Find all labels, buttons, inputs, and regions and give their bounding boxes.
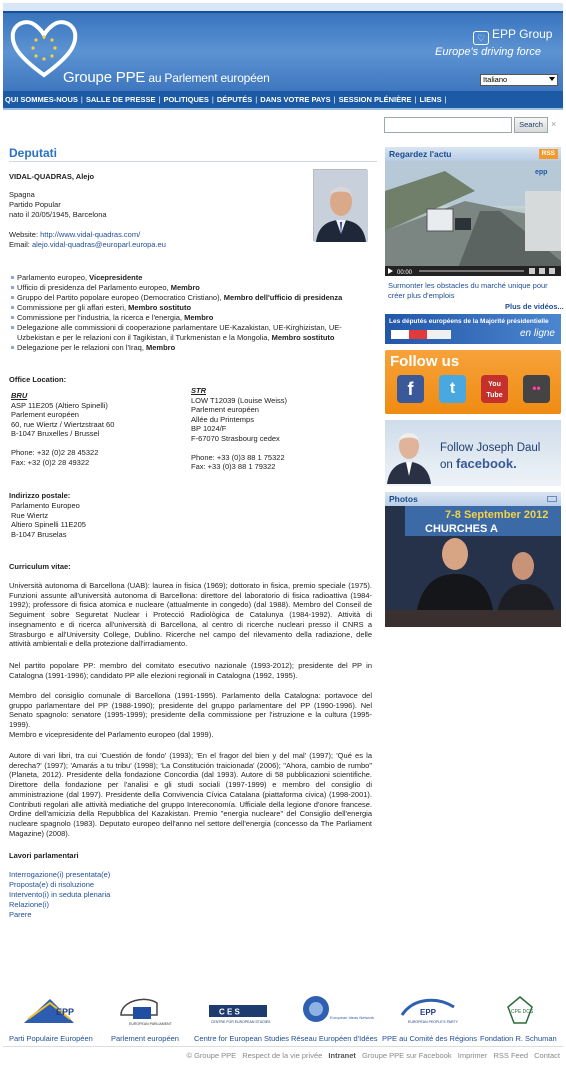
nav-sep: |: [414, 95, 417, 104]
office-line: F-67070 Strasbourg cedex: [191, 433, 280, 443]
mep-name: VIDAL-QUADRAS, Alejo: [9, 172, 95, 181]
epp-group-logo-text: EPP Group: [492, 27, 553, 41]
nav-sep: |: [80, 95, 83, 104]
epp-cor-logo-subtext: EUROPEAN PEOPLE'S PARTY: [408, 1020, 458, 1024]
european-parliament-logo-icon: [115, 993, 177, 1027]
works-heading: Lavori parlamentari: [9, 851, 79, 860]
office-bru-label: BRU: [11, 391, 28, 400]
watch-news-header: [385, 147, 561, 161]
footer-links: [182, 1051, 560, 1060]
header-stripe-dark: [3, 11, 563, 13]
footer-partner-ces[interactable]: Centre for European Studies: [194, 1034, 290, 1043]
twitter-icon[interactable]: t: [439, 375, 466, 403]
video-controls-icon: [385, 266, 561, 276]
link-relazioni[interactable]: Relazione(i): [9, 900, 50, 909]
site-title-rest: au Parlement européen: [145, 71, 270, 85]
schuman-logo-text: CPE DCS: [511, 1009, 534, 1015]
schuman-foundation-logo[interactable]: [500, 993, 540, 1027]
role-item: [11, 313, 375, 323]
office-str-label: STR: [191, 386, 206, 395]
office-spacer: [191, 443, 287, 453]
ces-logo-subtext: CENTRE FOR EUROPEAN STUDIES: [211, 1020, 271, 1024]
postal-line: Rue Wiertz: [11, 510, 49, 520]
schuman-foundation-logo-icon: [500, 993, 540, 1027]
link-proposte[interactable]: Proposta(e) di risoluzione: [9, 880, 95, 889]
cv-paragraph: Membro e vicepresidente del Parlamento europeo (dal 1999).: [9, 730, 214, 739]
epp-cor-logo-text: EPP: [420, 1008, 437, 1017]
epp-cor-logo-icon: [398, 993, 460, 1027]
link-parere[interactable]: Parere: [9, 910, 32, 919]
nav-sep: |: [333, 95, 336, 104]
video-controls[interactable]: [385, 266, 561, 276]
role-text: Ufficio di presidenza del Parlamento europeo,: [17, 283, 171, 292]
photo-banner-text: CHURCHES A: [425, 523, 498, 535]
mep-website-row: [9, 230, 140, 239]
office-line: 60, rue Wiertz / Wiertzstraat 60: [11, 419, 115, 429]
role-status: Membro sostituto: [128, 303, 192, 312]
footer-link-rss[interactable]: RSS Feed: [493, 1051, 529, 1060]
photos-image[interactable]: [385, 506, 561, 627]
nav-bottom-border: [3, 108, 563, 110]
nav-item-session-pleniere[interactable]: SESSION PLÉNIÈRE: [338, 95, 412, 104]
postal-line: Parlamento Europeo: [11, 501, 80, 510]
role-text: Parlamento europeo,: [17, 273, 90, 282]
nav-sep: |: [444, 95, 447, 104]
postal-address: [11, 501, 86, 539]
video-logo-text: epp: [535, 169, 548, 176]
photos-title: Photos: [389, 494, 418, 504]
role-status: Membro: [184, 313, 214, 322]
daul-line2: [440, 456, 517, 471]
language-select[interactable]: [480, 74, 558, 86]
role-item: [11, 303, 375, 313]
mep-email-row: [9, 240, 166, 249]
nav-sep: |: [255, 95, 258, 104]
nav-item-deputes[interactable]: DÉPUTÉS: [216, 95, 253, 104]
site-header: [3, 3, 563, 91]
nav-item-politiques[interactable]: POLITIQUES: [163, 95, 209, 104]
postal-line: Altiero Spinelli 11E205: [11, 520, 86, 529]
european-ideas-network-logo[interactable]: [300, 993, 375, 1027]
european-parliament-logo-text: EUROPEAN PARLIAMENT: [129, 1022, 172, 1026]
mep-portrait-icon: [314, 170, 368, 242]
link-interventi[interactable]: Intervento(i) in seduta plenaria: [9, 890, 111, 899]
main-nav: [3, 91, 563, 108]
photo-banner-date: 7-8 September 2012: [445, 509, 549, 521]
role-status: Vicepresidente: [89, 273, 143, 282]
nav-item-liens[interactable]: LIENS: [419, 95, 442, 104]
footer-partner-ppe[interactable]: Parti Populaire Européen: [9, 1034, 93, 1043]
photos-header: [385, 492, 561, 506]
office-spacer: [11, 439, 114, 449]
office-str: [191, 386, 287, 472]
epp-heart-small-icon: ♡: [473, 31, 489, 45]
works-links: [9, 870, 110, 920]
office-phone: Phone: +32 (0)2 28 45322: [11, 448, 99, 457]
role-text: Commissione per l'industria, la ricerca e l'energia,: [17, 313, 185, 322]
epp-group-logo[interactable]: [473, 27, 552, 45]
majority-banner-sub: en ligne: [519, 328, 555, 339]
cv-paragraph: Nel partito popolare PP: membro del comitato esecutivo nazionale (1993-2012); presidente del PP in Catalogna (1991-1996); candidato PP alle elezioni regionali in Catalogna (1992, 1995).: [9, 661, 372, 680]
mep-website-link[interactable]: http://www.vidal-quadras.com/: [40, 230, 141, 239]
office-line: LOW T12039 (Louise Weiss): [191, 395, 288, 405]
facebook-wordmark: facebook.: [456, 456, 517, 471]
role-status: Membro sostituto: [271, 333, 335, 342]
footer-partner-schuman[interactable]: Fondation R. Schuman: [480, 1034, 557, 1043]
ces-logo-icon: [207, 993, 269, 1027]
close-icon[interactable]: ×: [551, 119, 557, 129]
footer-link-print[interactable]: Imprimer: [457, 1051, 488, 1060]
epp-party-logo-icon: [20, 993, 80, 1027]
mep-birth: nato il 20/05/1945, Barcelona: [9, 210, 107, 219]
footer-copyright: © Groupe PPE: [186, 1051, 237, 1060]
follow-daul-banner[interactable]: [385, 420, 561, 486]
follow-us-title: Follow us: [390, 353, 460, 370]
slideshow-icon[interactable]: [547, 496, 557, 502]
roles-list: [11, 273, 375, 353]
postal-line: B-1047 Bruselas: [11, 529, 67, 539]
follow-us-box: [385, 350, 561, 414]
office-line: Parlement européen: [191, 405, 259, 414]
role-status: Membro dell'ufficio di presidenza: [223, 293, 343, 302]
footer-partner-reseau[interactable]: Réseau Européen d'Idées: [291, 1034, 378, 1043]
video-player[interactable]: [385, 161, 561, 276]
footer-divider: [3, 1046, 563, 1047]
role-item: [11, 293, 375, 303]
video-frame-icon: [385, 161, 561, 276]
footer-partner-parlement[interactable]: Parlement européen: [111, 1034, 179, 1043]
office-bru: [11, 391, 114, 467]
footer-link-intranet[interactable]: Intranet: [328, 1051, 356, 1060]
cv-paragraph: Università autonoma di Barcellona (UAB): laurea in fisica (1969); dottorato in fisica, premio speciale (1975). Funzioni assunte all'università autonoma di Barcellona: direttore del laboratorio di fisica radioattiva (1984-1992); professore di fisica atomica e nucleare (attualmente in congedo) (dal 1988). Membro del Conseil de Seguiment sobre Seguretat Nuclear i Protecció Radiològica de Catalunya (1984-1992). Attività di insegnamento e di ricerca all'università di Barcellona, al centro di ricerche nucleari presso il CNRS a Strasburgo e all'University College, Dublino. Ricerche nel campo del rilevamento della radiazione, delle attività ambientali e della protezione dall'irradiamento.: [9, 581, 372, 649]
role-status: Membro: [146, 343, 176, 352]
mep-photo: [313, 169, 367, 241]
role-text: Gruppo del Partito popolare europeo (Democratico Cristiano),: [17, 293, 224, 302]
role-item: [11, 273, 375, 283]
role-text: Commissione per gli affari esteri,: [17, 303, 129, 312]
role-text: Delegazione alle commissioni di cooperazione parlamentare UE-Kazakistan, UE-Kirghizistan, UE-Uzbekistan e per le relazioni con il Tagikistan, il Turkmenistan e la Mongolia,: [17, 323, 342, 342]
flags-icon: [391, 330, 451, 339]
youtube-icon[interactable]: You Tube: [481, 375, 508, 403]
nav-item-salle-de-presse[interactable]: SALLE DE PRESSE: [85, 95, 156, 104]
link-interrogazioni[interactable]: Interrogazione(i) presentata(e): [9, 870, 111, 879]
email-label: Email:: [9, 240, 30, 249]
role-text: Delegazione per le relazioni con l'Iraq,: [17, 343, 147, 352]
cv-paragraph: Membro del consiglio comunale di Barcellona (1991-1995). Parlamento della Catalogna: portavoce del gruppo parlamentare del PP (1988-1990); presidente del gruppo parlamentare del PP (1990-1996). Nel Senato spagnolo: senatore (1995-1999); presidente della commissione per l'istruzione e la cultura (1995-1999).: [9, 691, 372, 730]
postal-heading: Indirizzo postale:: [9, 491, 71, 500]
mep-party: Partido Popular: [9, 200, 61, 209]
photo-conference-icon: [385, 506, 561, 627]
office-fax: Fax: +32 (0)2 28 49322: [11, 457, 90, 467]
tagline: Europe's driving force: [435, 46, 542, 58]
nav-item-dans-votre-pays[interactable]: DANS VOTRE PAYS: [260, 95, 331, 104]
website-label: Website:: [9, 230, 39, 239]
role-item: [11, 323, 375, 343]
watch-news-title: Regardez l'actu: [389, 149, 452, 159]
office-phone: Phone: +33 (0)3 88 1 75322: [191, 452, 285, 462]
search-button[interactable]: Search: [514, 117, 548, 133]
video-time: 00:00: [397, 270, 413, 276]
mep-email-link[interactable]: alejo.vidal-quadras@europarl.europa.eu: [31, 240, 166, 249]
european-ideas-network-logo-icon: [300, 993, 375, 1027]
epp-party-logo[interactable]: [20, 993, 80, 1027]
title-divider: [9, 161, 377, 162]
video-caption[interactable]: Surmonter les obstacles du marché unique pour créer plus d'emplois: [388, 281, 548, 300]
office-heading: Office Location:: [9, 375, 67, 384]
office-line: Parlement européen: [11, 410, 79, 419]
facebook-icon[interactable]: f: [397, 375, 424, 403]
footer-link-facebook[interactable]: Groupe PPE sur Facebook: [362, 1051, 452, 1060]
role-item: [11, 283, 375, 293]
office-fax: Fax: +33 (0)3 88 1 79322: [191, 462, 276, 471]
european-parliament-logo[interactable]: [115, 993, 177, 1027]
more-videos-link[interactable]: Plus de vidéos...: [505, 302, 564, 311]
office-line: ASP 11E205 (Altiero Spinelli): [11, 400, 108, 410]
language-select-value: Italiano: [483, 75, 508, 84]
office-line: B-1047 Bruxelles / Brussel: [11, 429, 100, 438]
ces-logo-text: C E S: [219, 1007, 240, 1017]
role-item: [11, 343, 375, 353]
header-stripe: [3, 3, 563, 11]
flickr-icon[interactable]: ••: [523, 375, 550, 403]
cv-paragraph: Autore di vari libri, tra cui 'Cuestión de fondo' (1993); 'En el fragor del bien y del mal' (1997); 'Qué es la derecha?' (1997); 'Amarás a tu tribu' (1998); 'La Constitución traicionada' (2006); "Ahora, cambio de rumbo" (Planeta, 2012). Presidente della fondazione Concordia (dal 1993). Autore di 58 pubblicazioni scientifiche. Direttore della fondazione per l'analisi e gli studi sociali (1997-1999) e membro del consiglio di amministrazione (dal 1997). Presidente della Convivencia Cívica Catalana (piattaforma civica) (1998-2001). Contributi regolari alle attività mediatiche del gruppo Intereconomía. Ufficiale della legione d'onore francese. Ordine dell'amicizia della Repubblica del Kazakistan. Premio "energia nucleare" del Consiglio dell'energia nucleare spagnolo (1983). Deputato europeo dell'anno nel settore dell'energia (concesso da The Parliament Magazine) (2008).: [9, 751, 372, 838]
cv-heading: Curriculum vitae:: [9, 562, 71, 571]
daul-on: on: [440, 459, 456, 471]
nav-sep: |: [158, 95, 161, 104]
role-status: Membro: [170, 283, 200, 292]
search-input[interactable]: [384, 117, 512, 133]
office-line: Allée du Printemps: [191, 414, 254, 424]
epp-party-logo-text: EPP: [56, 1007, 75, 1017]
majority-banner[interactable]: [385, 314, 561, 344]
joseph-daul-portrait-icon: [387, 424, 431, 484]
chevron-down-icon: [549, 77, 555, 81]
daul-line1: Follow Joseph Daul: [440, 442, 541, 454]
nav-item-qui-sommes-nous[interactable]: QUI SOMMES-NOUS: [5, 95, 78, 104]
footer-partner-cor[interactable]: PPE au Comité des Régions: [382, 1034, 478, 1043]
majority-banner-text: Les députés européens de la Majorité présidentielle: [389, 318, 549, 325]
mep-country: Spagna: [9, 190, 35, 199]
rss-icon[interactable]: RSS: [539, 149, 558, 159]
site-title-main: Groupe PPE: [63, 69, 146, 86]
page-title: Deputati: [9, 146, 57, 160]
footer-link-contact[interactable]: Contact: [534, 1051, 560, 1060]
site-title[interactable]: [63, 69, 270, 86]
epp-cor-logo[interactable]: [398, 993, 460, 1027]
nav-sep: |: [211, 95, 214, 104]
office-line: BP 1024/F: [191, 424, 227, 433]
ces-logo[interactable]: [207, 993, 269, 1027]
european-ideas-network-logo-text: European Ideas Network: [330, 1015, 375, 1020]
footer-link-privacy[interactable]: Respect de la vie privée: [242, 1051, 323, 1060]
